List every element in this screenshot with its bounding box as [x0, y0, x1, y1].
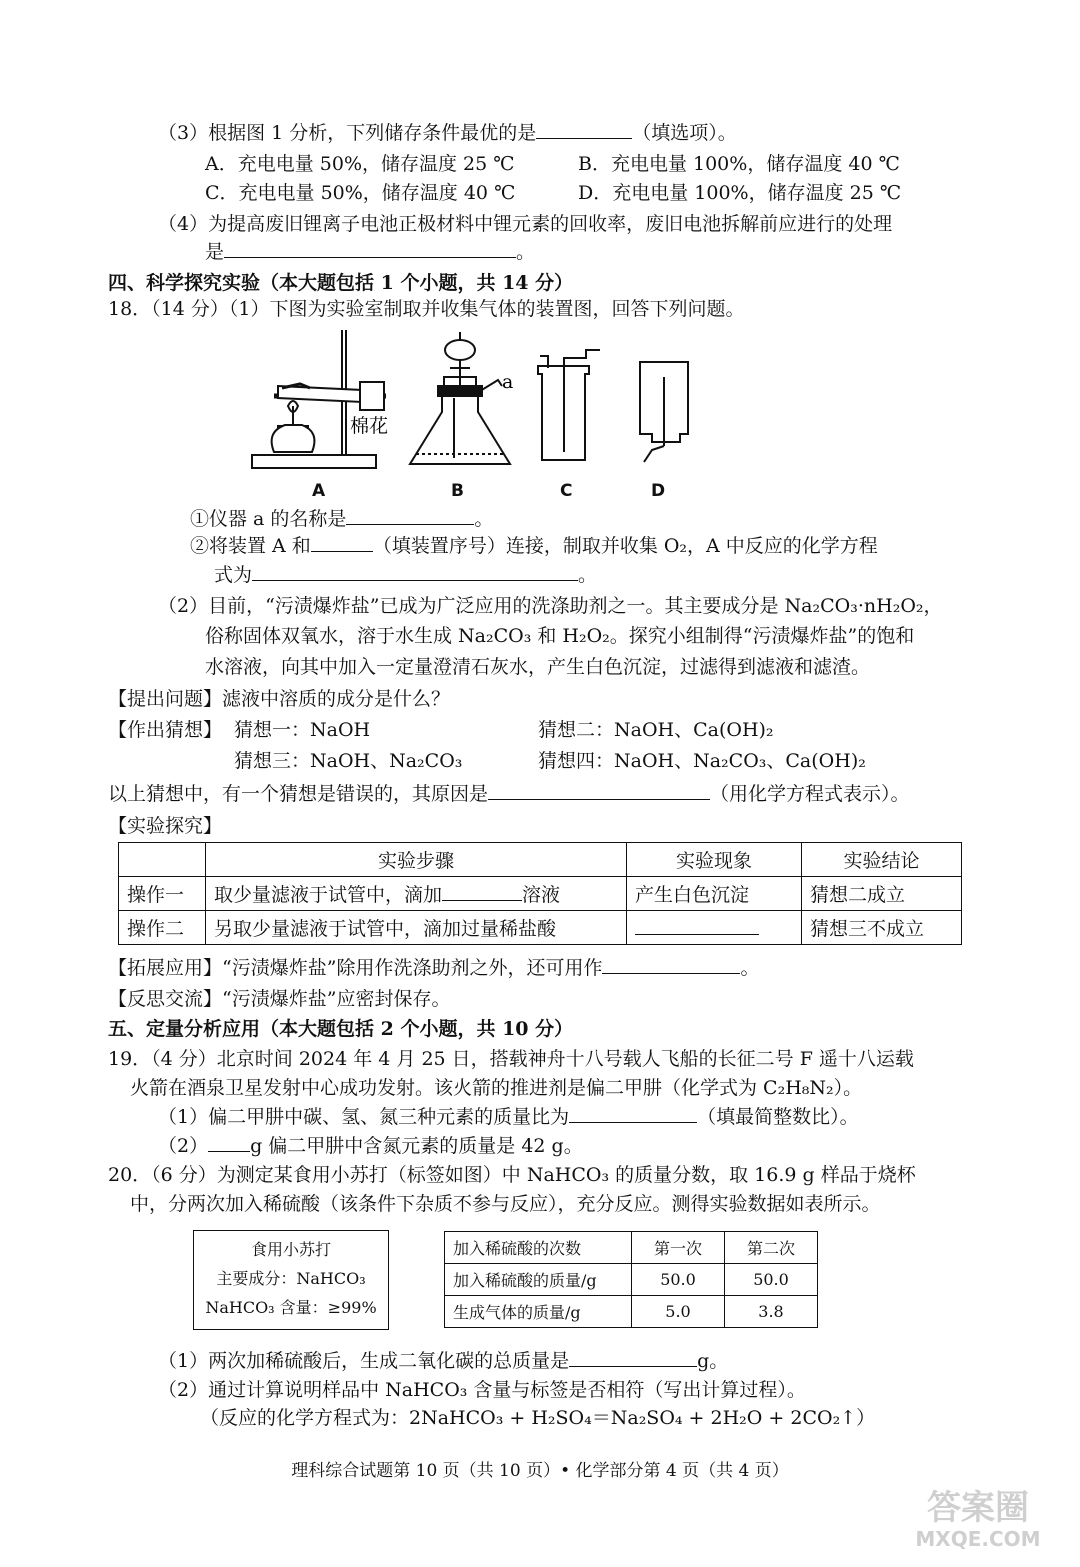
header-empty: [119, 843, 206, 877]
label-title: 食用小苏打: [250, 1240, 331, 1259]
extend-row: [108, 955, 759, 981]
section4-title: 四、科学探究实验: [108, 272, 261, 294]
extend-text: “污渍爆炸盐”除用作洗涤助剂之外，还可用作: [222, 957, 603, 979]
q19-p2-suffix: g 偏二甲肼中含氮元素的质量是 42 g。: [250, 1135, 583, 1157]
data-h1: 第一次: [632, 1232, 725, 1264]
co2-mass-blank[interactable]: [569, 1348, 697, 1367]
wrong-guess-row: [108, 781, 910, 807]
q17-p4-line2: [205, 239, 535, 265]
ask-text: 滤液中溶质的成分是什么？: [222, 688, 451, 710]
row2-phenomenon: [627, 911, 802, 945]
q19-p2: [158, 1133, 583, 1159]
row1-step-suffix: 溶液: [522, 884, 561, 906]
q18-p2-line1: （2）目前，“污渍爆炸盐”已成为广泛应用的洗涤助剂之一。其主要成分是 Na₂CO₃·nH₂O₂，: [158, 595, 943, 617]
data-r1-v1: 50.0: [632, 1264, 725, 1296]
table-row: [445, 1296, 818, 1328]
table-row: [119, 877, 962, 911]
q17-p4-blank[interactable]: [224, 239, 516, 258]
q18-q2: [190, 533, 878, 559]
reflect-label: 【反思交流】: [108, 988, 223, 1010]
q18-q1-blank[interactable]: [346, 506, 474, 525]
data-h0: 加入稀硫酸的次数: [445, 1232, 632, 1264]
row2-op: 操作二: [119, 911, 206, 945]
guess-2: 猜想二：NaOH、Ca(OH)₂: [538, 719, 774, 741]
cotton-label: 棉花: [350, 415, 389, 437]
row1-step-prefix: 取少量滤液于试管中，滴加: [214, 884, 443, 906]
reflect-text: “污渍爆炸盐”应密封保存。: [222, 988, 451, 1010]
section5-title: 五、定量分析应用: [108, 1018, 261, 1040]
q17-p3-suffix: （填选项）。: [632, 122, 737, 144]
row1-conclusion: 猜想二成立: [802, 877, 962, 911]
q20-line2: 中，分两次加入稀硫酸（该条件下杂质不参与反应），充分反应。测得实验数据如表所示。: [130, 1193, 881, 1215]
row2-step: 另取少量滤液于试管中，滴加过量稀盐酸: [206, 911, 627, 945]
page-footer: 理科综合试题第 10 页（共 10 页）• 化学部分第 4 页（共 4 页）: [291, 1461, 789, 1481]
ask-label: 【提出问题】: [108, 688, 223, 710]
apparatus-a: [252, 330, 389, 468]
row1-step: [206, 877, 627, 911]
data-r2-v1: 5.0: [632, 1296, 725, 1328]
wrong-suffix: （用化学方程式表示）。: [710, 783, 910, 805]
phenomenon-blank[interactable]: [635, 916, 759, 935]
data-r2-label: 生成气体的质量/g: [445, 1296, 632, 1328]
q18-q1: [190, 506, 493, 532]
label-d: D: [651, 481, 666, 501]
section4-note: （本大题包括 1 个小题，共 14 分）: [260, 272, 574, 294]
label-component: 主要成分：NaHCO₃: [216, 1269, 366, 1288]
q20-equation: （反应的化学方程式为：2NaHCO₃ + H₂SO₄＝Na₂SO₄ + 2H₂O + 2CO₂↑）: [200, 1407, 876, 1429]
q18-p2-line2: 俗称固体双氧水，溶于水生成 Na₂CO₃ 和 H₂O₂。探究小组制得“污渍爆炸盐”的饱和: [205, 625, 915, 647]
q18-equation-blank[interactable]: [252, 562, 578, 581]
option-d: D．充电电量 100%，储存温度 25 ℃: [578, 182, 902, 204]
label-content: NaHCO₃ 含量：≥99%: [205, 1298, 377, 1317]
mass-blank[interactable]: [208, 1133, 250, 1152]
row1-phenomenon: 产生白色沉淀: [627, 877, 802, 911]
label-c: C: [560, 481, 573, 501]
experiment-table: [118, 842, 962, 945]
label-a: A: [312, 481, 326, 501]
guess-1: 猜想一：NaOH: [234, 719, 371, 741]
table-header-row: [119, 843, 962, 877]
section5-heading: [108, 1016, 573, 1042]
guess-label: 【作出猜想】: [108, 719, 223, 741]
table-row: [119, 911, 962, 945]
header-phenomenon: 实验现象: [627, 843, 802, 877]
explore-label: 【实验探究】: [108, 815, 223, 837]
q18-q2-mid: （填装置序号）连接，制取并收集 O₂，A 中反应的化学方程: [372, 535, 878, 557]
q20-p1: [158, 1348, 728, 1374]
guess-3: 猜想三：NaOH、Na₂CO₃: [234, 750, 463, 772]
extend-blank[interactable]: [602, 955, 740, 974]
q20-p1-suffix: g。: [697, 1350, 729, 1372]
table-row: [445, 1264, 818, 1296]
watermark-top: 答案圈: [927, 1488, 1029, 1528]
q20-p1-prefix: （1）两次加稀硫酸后，生成二氧化碳的总质量是: [158, 1350, 570, 1372]
data-h2: 第二次: [725, 1232, 818, 1264]
apparatus-d: [640, 362, 688, 462]
guess-4: 猜想四：NaOH、Na₂CO₃、Ca(OH)₂: [538, 750, 866, 772]
section5-note: （本大题包括 2 个小题，共 10 分）: [260, 1018, 574, 1040]
reflect-row: [108, 986, 450, 1012]
section4-heading: [108, 270, 573, 296]
extend-label: 【拓展应用】: [108, 957, 223, 979]
reagent-blank[interactable]: [442, 882, 522, 901]
extend-suffix: 。: [740, 957, 760, 979]
q17-p3-blank[interactable]: [536, 120, 632, 139]
row2-conclusion: 猜想三不成立: [802, 911, 962, 945]
q19-p1-suffix: （填最简整数比）。: [697, 1106, 859, 1128]
a-label: a: [502, 371, 514, 393]
q18-q1-suffix: 。: [474, 508, 494, 530]
option-c: C．充电电量 50%，储存温度 40 ℃: [205, 182, 516, 204]
q17-p3-line: [158, 120, 737, 146]
q19-p2-prefix: （2）: [158, 1135, 209, 1157]
data-table: [444, 1231, 818, 1328]
option-b: B．充电电量 100%，储存温度 40 ℃: [578, 153, 900, 175]
q19-line2: 火箭在酒泉卫星发射中心成功发射。该火箭的推进剂是偏二甲肼（化学式为 C₂H₈N₂）。: [130, 1077, 863, 1099]
q18-q1-prefix: ①仪器 a 的名称是: [190, 508, 347, 530]
q20-line1: 20．（6 分）为测定某食用小苏打（标签如图）中 NaHCO₃ 的质量分数，取 16.9 g 样品于烧杯: [108, 1164, 916, 1186]
header-conclusion: 实验结论: [802, 843, 962, 877]
data-r1-v2: 50.0: [725, 1264, 818, 1296]
ratio-blank[interactable]: [569, 1104, 697, 1123]
ask-row: [108, 686, 450, 712]
q17-p4-line1: （4）为提高废旧锂离子电池正极材料中锂元素的回收率，废旧电池拆解前应进行的处理: [158, 213, 893, 235]
option-a: A．充电电量 50%，储存温度 25 ℃: [205, 153, 515, 175]
data-r1-label: 加入稀硫酸的质量/g: [445, 1264, 632, 1296]
q18-q2-blank[interactable]: [311, 533, 373, 552]
watermark: [898, 1489, 1058, 1559]
wrong-equation-blank[interactable]: [488, 781, 710, 800]
q18-q2-line2: [214, 562, 597, 588]
data-header-row: [445, 1232, 818, 1264]
q18-intro: 18．（14 分）（1）下图为实验室制取并收集气体的装置图，回答下列问题。: [108, 298, 745, 320]
apparatus-figure: [240, 322, 700, 502]
q17-p4-prefix: 是: [205, 241, 225, 263]
q17-p3-question: （3）根据图 1 分析，下列储存条件最优的是: [158, 122, 537, 144]
q18-p2-line3: 水溶液，向其中加入一定量澄清石灰水，产生白色沉淀，过滤得到滤液和滤渣。: [205, 656, 871, 678]
data-r2-v2: 3.8: [725, 1296, 818, 1328]
label-b: B: [451, 481, 464, 501]
q19-p1-prefix: （1）偏二甲肼中碳、氢、氮三种元素的质量比为: [158, 1106, 570, 1128]
apparatus-b: [410, 332, 510, 464]
q18-q2-line2-suffix: 。: [578, 564, 598, 586]
q18-q2-line2-prefix: 式为: [214, 564, 253, 586]
q19-line1: 19．（4 分）北京时间 2024 年 4 月 25 日，搭载神舟十八号载人飞船的长征二号 F 遥十八运载: [108, 1048, 914, 1070]
q17-p4-suffix: 。: [516, 241, 536, 263]
watermark-bottom: MXQE.COM: [915, 1527, 1041, 1551]
q20-p2: （2）通过计算说明样品中 NaHCO₃ 含量与标签是否相符（写出计算过程）。: [158, 1379, 806, 1401]
row1-op: 操作一: [119, 877, 206, 911]
product-label-box: [193, 1230, 389, 1330]
header-step: 实验步骤: [206, 843, 627, 877]
q18-q2-prefix: ②将装置 A 和: [190, 535, 311, 557]
q19-p1: [158, 1104, 859, 1130]
wrong-prefix: 以上猜想中，有一个猜想是错误的，其原因是: [108, 783, 489, 805]
apparatus-c: [538, 350, 600, 460]
